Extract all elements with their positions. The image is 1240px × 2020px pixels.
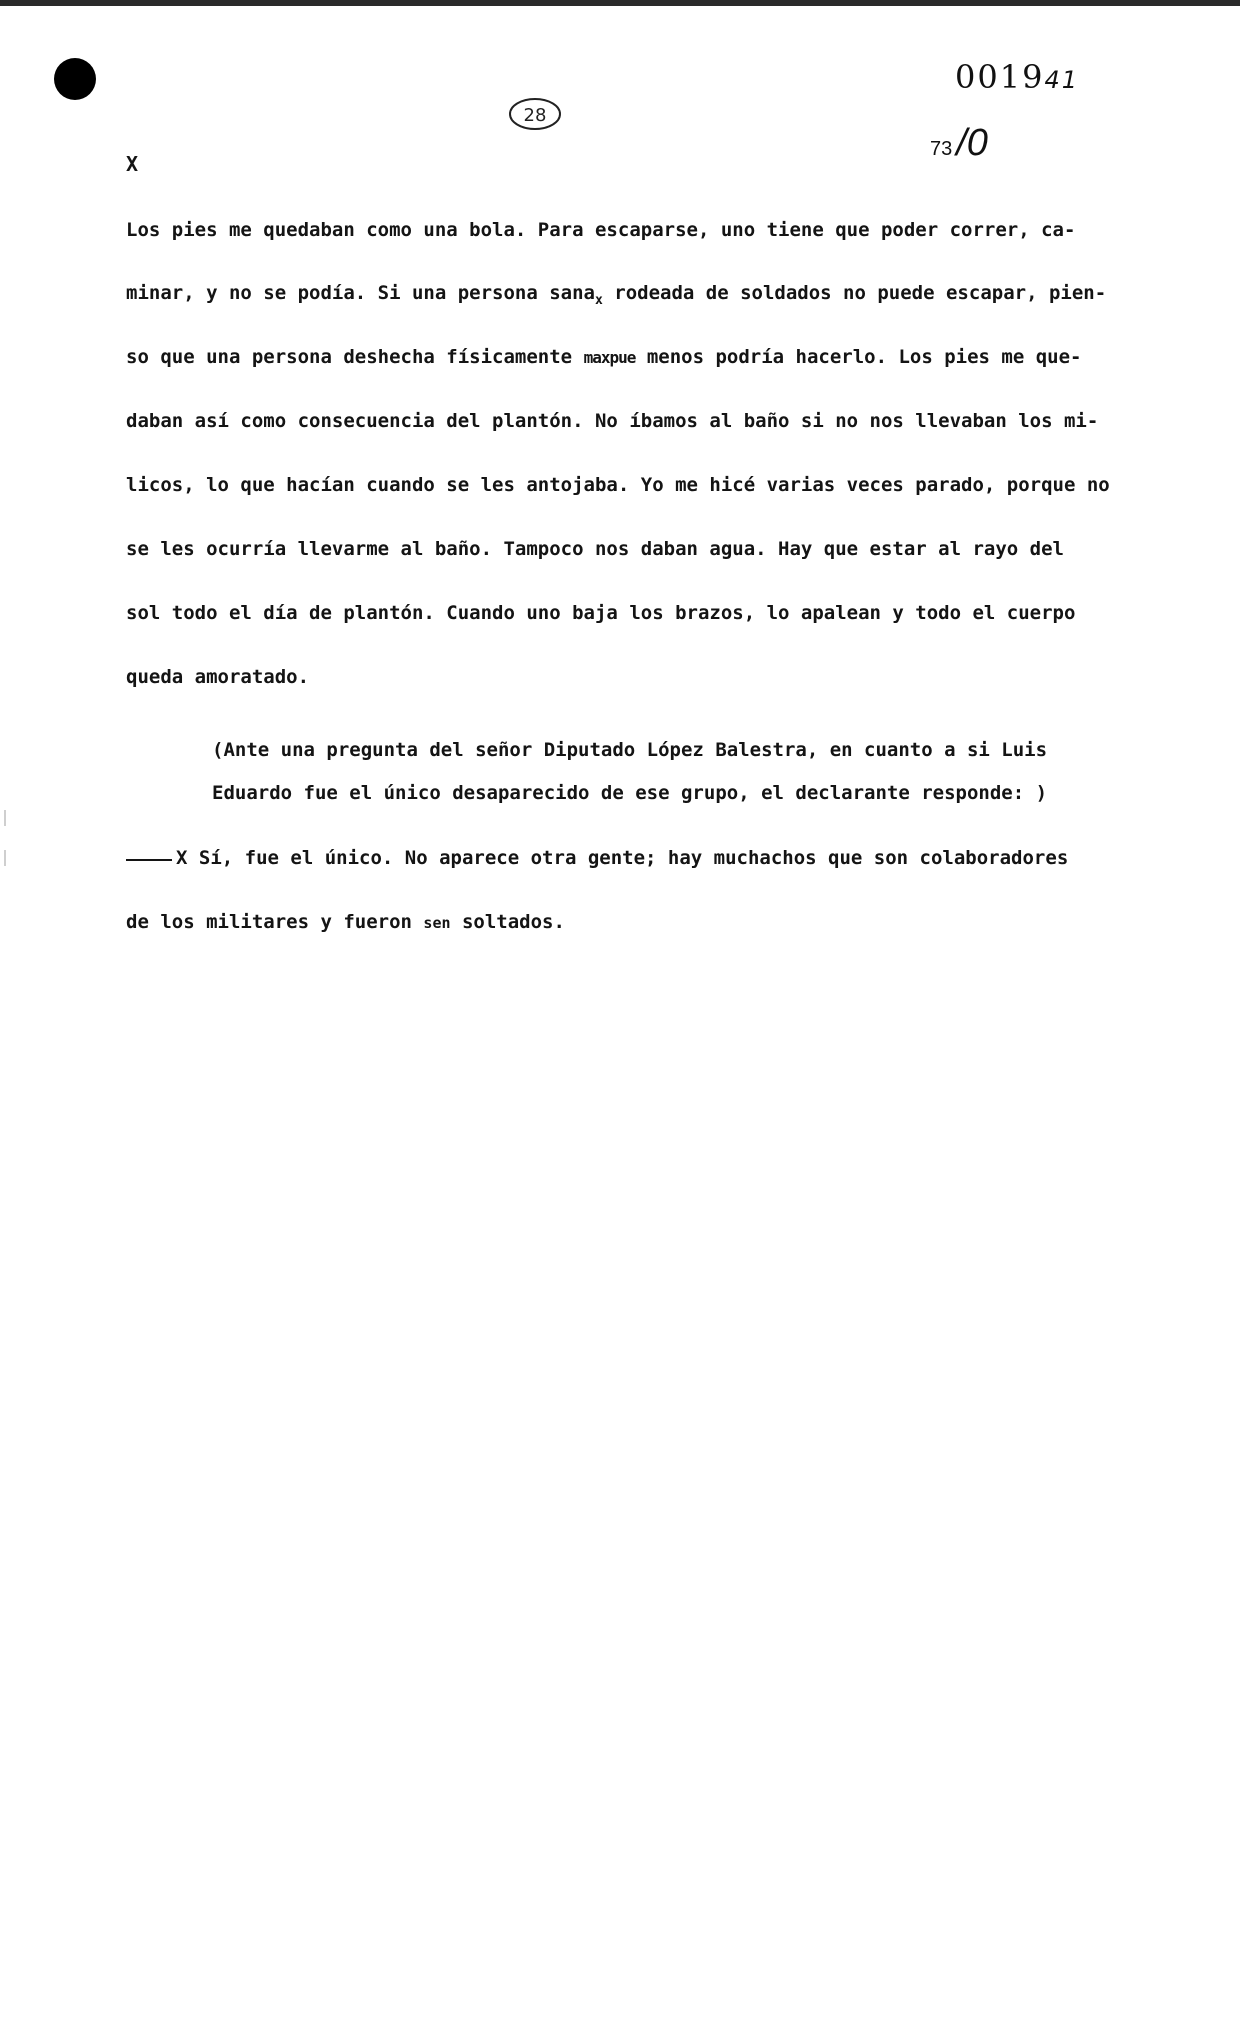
punch-hole-icon [54,58,96,100]
answer-mark: X [176,847,188,869]
answer-line-1 [126,846,1068,870]
body-line-1: Los pies me quedaban como una bola. Para escaparse, uno tiene que poder correr, ca- [126,219,1076,241]
folio-number-main: 73 [930,138,953,160]
answer-line-2-end: soltados. [450,911,565,933]
answer-line-2 [126,910,565,935]
stamp-number [955,58,1079,96]
struck-out-text: maxpue [583,348,636,367]
body-line-7: sol todo el día de plantón. Cuando uno baja los brazos, lo apalean y todo el cuerpo [126,602,1076,624]
body-line-3-rest: menos podría hacerlo. Los pies me que- [635,346,1082,368]
body-line-2-rest: rodeada de soldados no puede escapar, pien- [602,282,1107,304]
top-scan-border [0,0,1240,6]
margin-mark: X [126,152,139,176]
body-line-2-start: minar, y no se podía. Si una persona sana [126,282,595,304]
question-line-1: (Ante una pregunta del señor Diputado López Balestra, en cuanto a si Luis [212,739,1048,761]
folio-number-suffix: /0 [956,122,988,164]
circled-page-number-icon [508,96,562,132]
answer-blank-line [126,857,172,861]
question-line-2: Eduardo fue el único desaparecido de ese grupo, el declarante responde: ) [212,782,1048,804]
folio-number [930,122,988,165]
answer-line-1-text: Sí, fue el único. No aparece otra gente; hay muchachos que son colaboradores [187,847,1069,869]
scan-margin-mark [4,810,6,826]
body-line-8: queda amoratado. [126,666,310,688]
stamp-number-main: 0019 [955,58,1045,96]
stamp-number-suffix: 41 [1044,66,1079,94]
svg-text:28: 28 [523,105,547,126]
body-line-2 [126,281,1106,313]
body-line-6: se les ocurría llevarme al baño. Tampoco nos daban agua. Hay que estar al rayo del [126,538,1064,560]
body-line-3 [126,345,1082,370]
answer-line-2-start: de los militares y fueron [126,911,424,933]
struck-out-text-2: sen [423,914,451,932]
body-line-2-sub: x [595,292,603,308]
body-line-3-start: so que una persona deshecha físicamente [126,346,573,368]
body-line-4: daban así como consecuencia del plantón. No íbamos al baño si no nos llevaban los mi- [126,410,1099,432]
body-line-5: licos, lo que hacían cuando se les antojaba. Yo me hicé varias veces parado, porque no [126,474,1110,496]
scan-margin-mark [4,850,6,866]
